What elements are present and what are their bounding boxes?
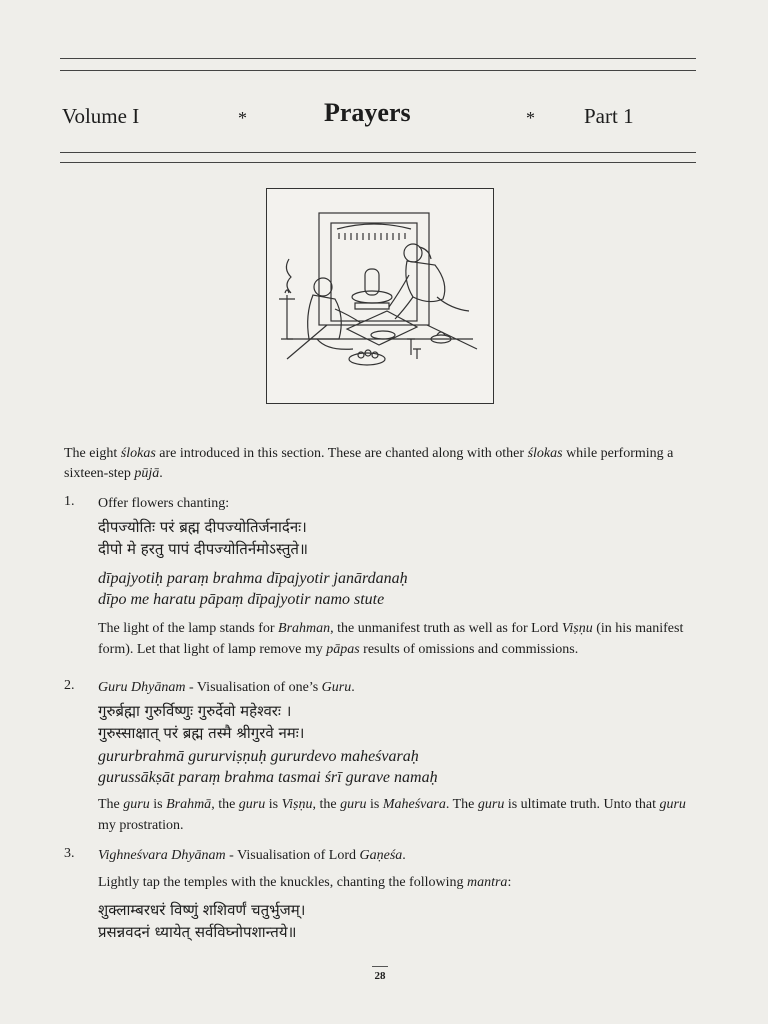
meaning-text: The guru is Brahmā, the guru is Viṣṇu, the guru is Maheśvara. The guru is ultimate truth. Unto that guru my prostration. (98, 797, 686, 833)
prayer-scene-illustration (266, 188, 494, 404)
top-rule-2 (60, 70, 696, 71)
page-header (62, 98, 694, 138)
devanagari-line: गुरुर्ब्रह्मा गुरुर्विष्णुः गुरुर्देवो महेश्वरः । (98, 702, 292, 720)
devanagari-line: शुक्लाम्बरधरं विष्णुं शशिवर्णं चतुर्भुजम्। (98, 901, 306, 919)
item-heading: Vighneśvara Dhyānam - Visualisation of Lord Gaṇeśa. (98, 848, 406, 863)
devanagari-line: प्रसन्नवदनं ध्यायेत् सर्वविघ्नोपशान्तये॥ (98, 923, 297, 941)
volume-label: Volume I (62, 104, 140, 128)
item-number: 3. (64, 846, 75, 861)
header-rule-1 (60, 152, 696, 153)
prayer-scene-icon (267, 189, 493, 403)
instruction-text: Lightly tap the temples with the knuckles, chanting the following mantra: (98, 875, 512, 890)
part-label: Part 1 (584, 104, 634, 128)
header-star-right: * (526, 108, 535, 128)
devanagari-line: गुरुस्साक्षात् परं ब्रह्म तस्मै श्रीगुरवे नमः। (98, 724, 305, 742)
page-title: Prayers (324, 98, 411, 127)
item-number: 1. (64, 494, 75, 509)
devanagari-line: दीपज्योतिः परं ब्रह्म दीपज्योतिर्जनार्दनः। (98, 518, 307, 536)
item-heading: Offer flowers chanting: (98, 496, 230, 511)
transliteration-line: gurussākṣāt paraṃ brahma tasmai śrī gurave namaḥ (98, 769, 438, 786)
page-number-rule (372, 966, 388, 967)
item-heading: Guru Dhyānam - Visualisation of one’s Guru. (98, 680, 355, 695)
header-star-left: * (238, 108, 247, 128)
top-rule-1 (60, 58, 696, 59)
meaning-text: The light of the lamp stands for Brahman, the unmanifest truth as well as for Lord Viṣṇu (in his manifest form). Let that light of lamp remove my pāpas results of omissions and commissions. (98, 621, 684, 657)
transliteration-line: gururbrahmā gururviṣṇuḥ gururdevo maheśvaraḥ (98, 748, 419, 765)
devanagari-line: दीपो मे हरतु पापं दीपज्योतिर्नमोऽस्तुते॥ (98, 540, 308, 558)
page-number: 28 (374, 970, 386, 982)
intro-paragraph: The eight ślokas are introduced in this section. These are chanted along with other ślokas while performing a sixteen-step pūjā. (64, 446, 674, 481)
header-rule-2 (60, 162, 696, 163)
transliteration-line: dīpajyotiḥ paraṃ brahma dīpajyotir janārdanaḥ (98, 570, 408, 587)
transliteration-line: dīpo me haratu pāpaṃ dīpajyotir namo stute (98, 591, 385, 608)
item-number: 2. (64, 678, 75, 693)
